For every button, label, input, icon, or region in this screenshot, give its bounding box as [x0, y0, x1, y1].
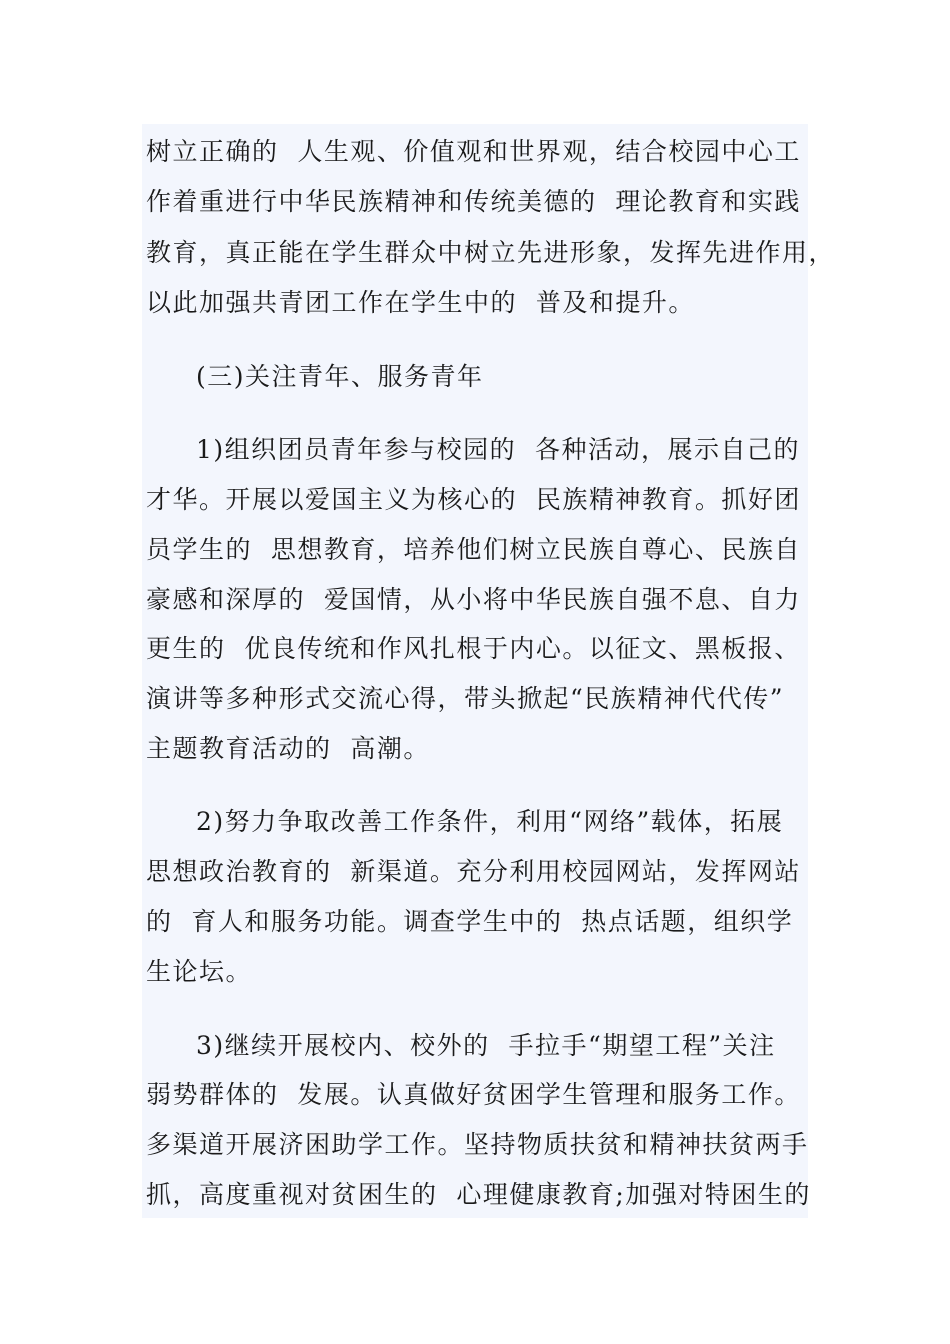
- text-line: 更生的 优良传统和作风扎根于内心。以征文、黑板报、: [146, 634, 801, 663]
- text-line: 豪感和深厚的 爱国情，从小将中华民族自强不息、自力: [146, 585, 801, 614]
- text-line: 抓，高度重视对贫困生的 心理健康教育;加强对特困生的: [146, 1180, 811, 1209]
- text-line: 生论坛。: [146, 957, 253, 986]
- text-line: 教育，真正能在学生群众中树立先进形象，发挥先进作用，: [146, 238, 836, 267]
- text-line: 思想政治教育的 新渠道。充分利用校园网站，发挥网站: [146, 857, 801, 886]
- text-line: 演讲等多种形式交流心得，带头掀起“民族精神代代传”: [146, 684, 785, 713]
- text-line: 2)努力争取改善工作条件，利用“网络”载体，拓展: [196, 807, 784, 836]
- text-line: 多渠道开展济困助学工作。坚持物质扶贫和精神扶贫两手: [146, 1130, 809, 1159]
- text-line: 弱势群体的 发展。认真做好贫困学生管理和服务工作。: [146, 1080, 801, 1109]
- text-line: 员学生的 思想教育，培养他们树立民族自尊心、民族自: [146, 535, 801, 564]
- text-line: 以此加强共青团工作在学生中的 普及和提升。: [146, 288, 695, 317]
- section-heading: (三)关注青年、服务青年: [196, 362, 484, 391]
- text-line: 1)组织团员青年参与校园的 各种活动，展示自己的: [196, 435, 801, 464]
- text-line: 的 育人和服务功能。调查学生中的 热点话题，组织学: [146, 907, 794, 936]
- text-line: 主题教育活动的 高潮。: [146, 734, 430, 763]
- text-line: 才华。开展以爱国主义为核心的 民族精神教育。抓好团: [146, 485, 801, 514]
- text-line: 3)继续开展校内、校外的 手拉手“期望工程”关注: [196, 1031, 776, 1060]
- text-line: 树立正确的 人生观、价值观和世界观，结合校园中心工: [146, 137, 801, 166]
- text-line: 作着重进行中华民族精神和传统美德的 理论教育和实践: [146, 187, 801, 216]
